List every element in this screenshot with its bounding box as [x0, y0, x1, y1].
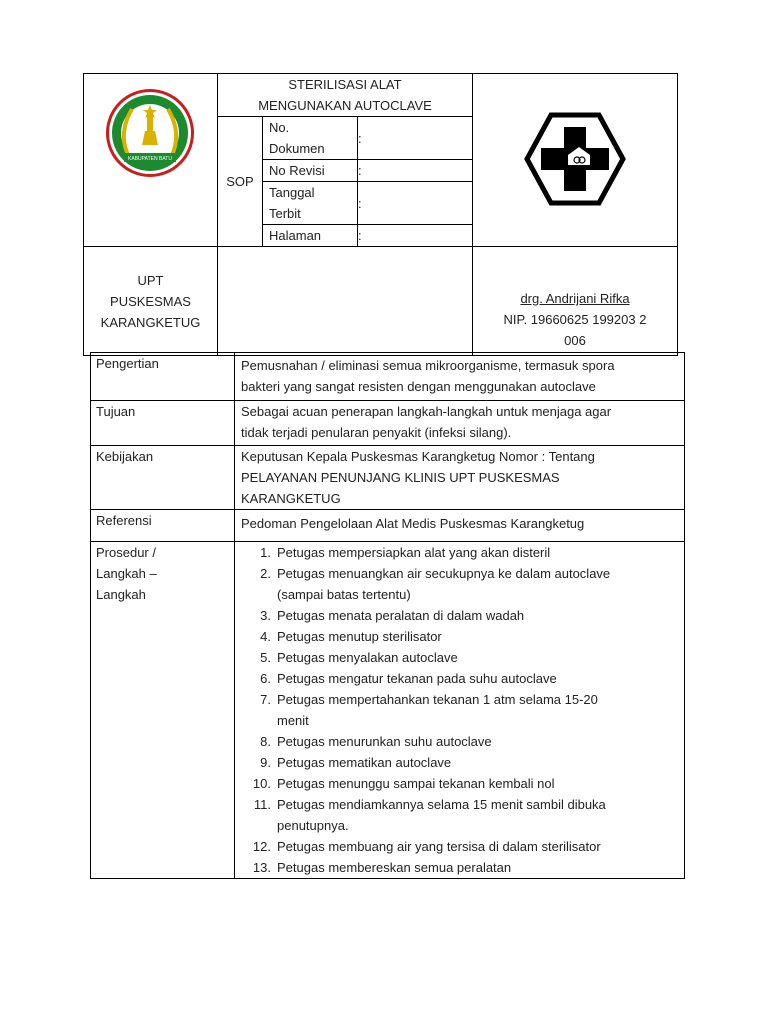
field-colon: : — [358, 163, 362, 178]
text-line: Pemusnahan / eliminasi semua mikroorganisme, termasuk spora — [241, 358, 615, 373]
field-label-halaman — [263, 225, 358, 247]
health-logo-cell — [473, 74, 678, 247]
list-item — [235, 563, 678, 605]
field-colon: : — [358, 130, 362, 146]
sop-label: SOP — [226, 174, 254, 189]
blank-cell — [218, 247, 473, 356]
step-text: Petugas mendiamkannya selama 15 menit sambil dibuka — [277, 797, 606, 812]
field-label-line: No. — [269, 120, 290, 135]
list-item — [235, 689, 678, 731]
text-line: KARANGKETUG — [241, 491, 341, 506]
list-item — [235, 647, 678, 668]
sop-title-line2: MENGUNAKAN AUTOCLAVE — [258, 98, 432, 113]
step-number: 4. — [260, 629, 271, 644]
procedure-steps — [235, 542, 678, 878]
sop-label-cell — [218, 117, 263, 247]
step-number: 9. — [260, 755, 271, 770]
field-label-line: Dokumen — [269, 141, 325, 156]
step-number: 7. — [260, 692, 271, 707]
regency-emblem-icon — [84, 75, 217, 243]
field-value-tanggal-terbit — [358, 182, 473, 225]
step-text: Petugas menata peralatan di dalam wadah — [277, 608, 525, 623]
sop-header-table — [83, 73, 678, 356]
step-text: Petugas mempersiapkan alat yang akan disteril — [277, 545, 551, 560]
field-label-line: No Revisi — [269, 163, 325, 178]
label-line: Prosedur / — [96, 545, 156, 560]
field-value-halaman — [358, 225, 473, 247]
step-number: 10. — [252, 776, 271, 791]
list-item — [235, 794, 678, 836]
label-pengertian: Pengertian — [91, 353, 235, 401]
step-text: Petugas mempertahankan tekanan 1 atm selama 15-20 — [277, 692, 598, 707]
step-number: 5. — [260, 650, 271, 665]
list-item — [235, 605, 678, 626]
value-pengertian — [235, 353, 685, 401]
signer-name: drg. Andrijani Rifka — [520, 291, 630, 306]
text-line: Pedoman Pengelolaan Alat Medis Puskesmas Karangketug — [241, 516, 585, 531]
step-number: 1. — [260, 545, 271, 560]
field-value-no-revisi — [358, 160, 473, 182]
value-kebijakan — [235, 446, 685, 510]
text-line: tidak terjadi penularan penyakit (infeksi silang). — [241, 425, 512, 440]
label-tujuan: Tujuan — [91, 401, 235, 446]
list-item — [235, 668, 678, 689]
step-number: 8. — [260, 734, 271, 749]
list-item — [235, 731, 678, 752]
field-label-line: Halaman — [269, 228, 322, 243]
step-text: Petugas menuangkan air secukupnya ke dalam autoclave — [277, 566, 611, 581]
list-item — [235, 857, 678, 878]
row-referensi — [91, 510, 685, 542]
signer-cell — [473, 247, 678, 356]
field-label-line: Terbit — [269, 206, 301, 221]
signer-nip-line2: 006 — [564, 333, 586, 348]
step-number: 2. — [260, 566, 271, 581]
emblem-text: KABUPATEN BATU — [128, 155, 172, 162]
step-text: Petugas mengatur tekanan pada suhu autoclave — [277, 671, 557, 686]
step-continuation: menit — [277, 713, 309, 728]
step-text: Petugas membuang air yang tersisa di dalam sterilisator — [277, 839, 601, 854]
org-name-cell — [84, 247, 218, 356]
field-colon: : — [358, 228, 362, 243]
text-line: Sebagai acuan penerapan langkah-langkah untuk menjaga agar — [241, 404, 612, 419]
text-line: bakteri yang sangat resisten dengan menggunakan autoclave — [241, 379, 596, 394]
row-pengertian — [91, 353, 685, 401]
field-label-line: Tanggal — [269, 185, 315, 200]
text-line: Keputusan Kepala Puskesmas Karangketug Nomor : Tentang — [241, 449, 595, 464]
step-text: Petugas menyalakan autoclave — [277, 650, 458, 665]
value-referensi — [235, 510, 685, 542]
step-number: 11. — [253, 797, 271, 812]
list-item — [235, 626, 678, 647]
label-line: Langkah — [96, 587, 146, 602]
sop-content-table — [90, 352, 685, 879]
step-text: Petugas menunggu sampai tekanan kembali nol — [277, 776, 555, 791]
field-colon: : — [358, 195, 362, 211]
row-prosedur — [91, 542, 685, 879]
step-number: 13. — [252, 860, 271, 875]
label-line: Langkah – — [96, 566, 157, 581]
row-kebijakan — [91, 446, 685, 510]
list-item — [235, 542, 678, 563]
step-text: Petugas membereskan semua peralatan — [277, 860, 512, 875]
list-item — [235, 752, 678, 773]
signer-nip-line1: NIP. 19660625 199203 2 — [503, 312, 647, 327]
field-label-no-revisi — [263, 160, 358, 182]
step-text: Petugas mematikan autoclave — [277, 755, 452, 770]
puskesmas-cross-icon — [473, 75, 677, 243]
step-number: 12. — [252, 839, 271, 854]
label-prosedur — [91, 542, 235, 879]
step-number: 3. — [260, 608, 271, 623]
field-label-no-dokumen — [263, 117, 358, 160]
step-text: Petugas menutup sterilisator — [277, 629, 442, 644]
step-text: Petugas menurunkan suhu autoclave — [277, 734, 492, 749]
label-referensi: Referensi — [91, 510, 235, 542]
org-line2: PUSKESMAS — [110, 293, 191, 309]
step-continuation: penutupnya. — [277, 818, 349, 833]
regency-logo-cell — [84, 74, 218, 247]
org-line1: UPT — [137, 272, 164, 288]
step-continuation: (sampai batas tertentu) — [277, 587, 411, 602]
text-line: PELAYANAN PENUNJANG KLINIS UPT PUSKESMAS — [241, 470, 560, 485]
field-value-no-dokumen — [358, 117, 473, 160]
list-item — [235, 836, 678, 857]
org-line3: KARANGKETUG — [100, 314, 201, 330]
step-number: 6. — [260, 671, 271, 686]
value-prosedur — [235, 542, 685, 879]
label-kebijakan: Kebijakan — [91, 446, 235, 510]
value-tujuan — [235, 401, 685, 446]
row-tujuan — [91, 401, 685, 446]
sop-title-cell — [218, 74, 473, 117]
list-item — [235, 773, 678, 794]
sop-title-line1: STERILISASI ALAT — [288, 77, 402, 92]
field-label-tanggal-terbit — [263, 182, 358, 225]
